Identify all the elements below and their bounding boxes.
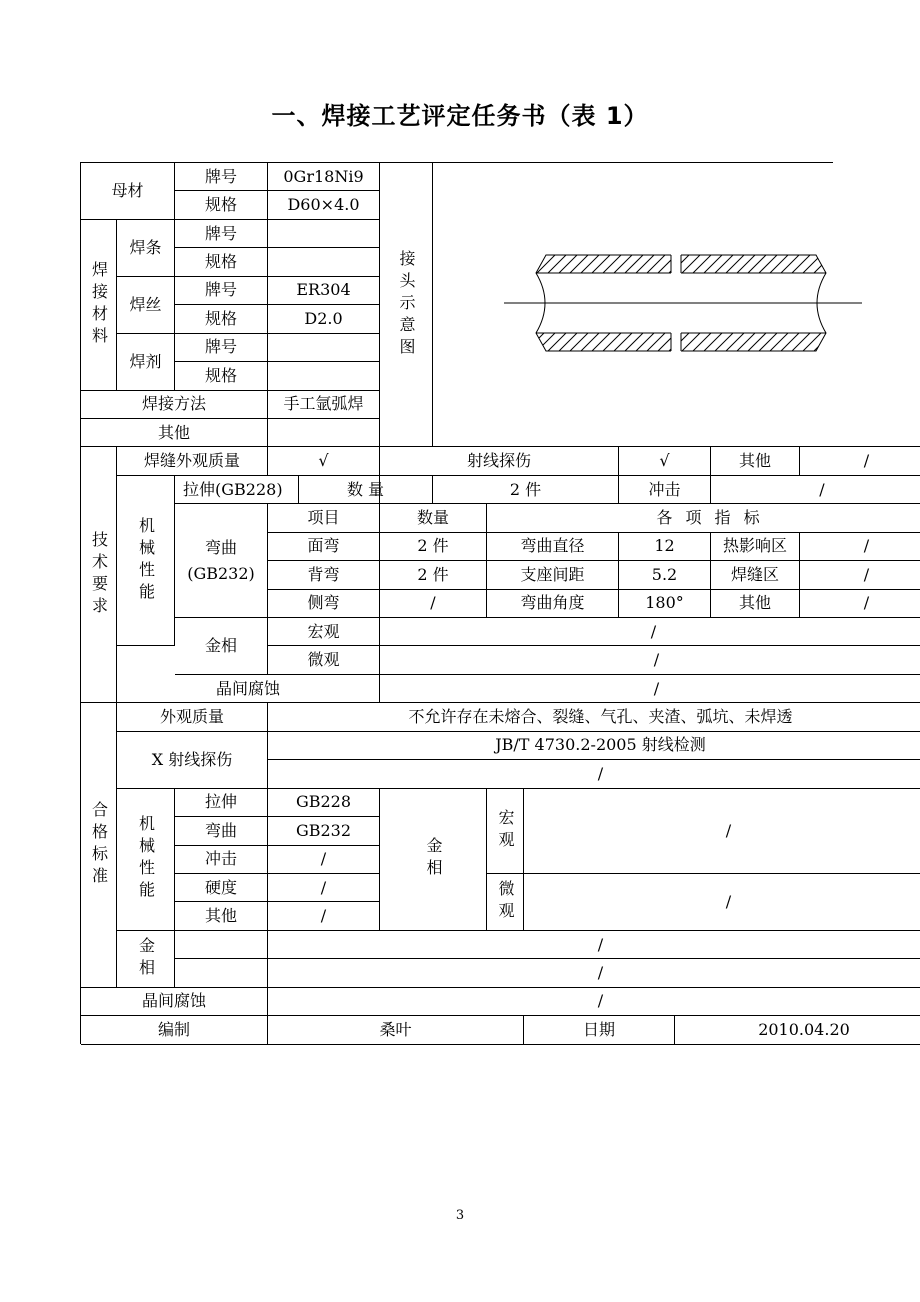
acc-visual-label: 外观质量 (117, 703, 268, 731)
welding-method-value: 手工氩弧焊 (268, 391, 380, 419)
bend-header-index: 各 项 指 标 (487, 504, 920, 532)
acc-xray-standard: JB/T 4730.2-2005 射线检测 (268, 732, 920, 760)
hatch-line (825, 255, 843, 273)
acc-tensile-value: GB228 (268, 789, 380, 817)
hatch-line (693, 255, 711, 273)
acc-xray-value: / (268, 760, 920, 788)
base-metal-grade: 0Gr18Ni9 (268, 163, 380, 191)
acc-igc-value: / (268, 988, 920, 1016)
tech-impact-label: 冲击 (619, 476, 711, 504)
bend-row-param2: 其他 (711, 590, 800, 618)
bend-row-item: 背弯 (268, 561, 380, 589)
electrode-grade-label: 牌号 (175, 220, 268, 248)
acc-bend-value: GB232 (268, 817, 380, 845)
acc-macro-value: / (524, 789, 920, 874)
flux-grade-label: 牌号 (175, 334, 268, 362)
bend-row-param2: 焊缝区 (711, 561, 800, 589)
hatch-line (847, 333, 865, 351)
bend-row-item: 面弯 (268, 533, 380, 561)
wire-grade-label: 牌号 (175, 277, 268, 305)
hatch-line (759, 255, 777, 273)
hatch-line (770, 333, 788, 351)
flux-spec-label: 规格 (175, 362, 268, 390)
acc-xray-label: X 射线探伤 (117, 732, 268, 789)
hatch-line (581, 255, 599, 273)
tech-igc-value: / (380, 675, 920, 703)
wire-label: 焊丝 (117, 277, 175, 334)
hatch-line (647, 333, 665, 351)
hatch-line (726, 333, 744, 351)
tech-bend-label: 弯曲(GB232) (175, 504, 268, 618)
bend-row-param1: 弯曲角度 (487, 590, 619, 618)
acc-hardness-label: 硬度 (175, 874, 268, 902)
bend-row-value2: / (800, 590, 920, 618)
hatch-line (715, 255, 733, 273)
wall-hatching (504, 333, 720, 351)
acc-visual-value: 不允许存在未熔合、裂缝、气孔、夹渣、弧坑、未焊透 (268, 703, 920, 731)
welding-procedure-table (80, 162, 870, 1044)
bend-row-value1: 5.2 (619, 561, 711, 589)
hatch-line (515, 255, 533, 273)
joint-diagram (433, 163, 920, 447)
electrode-label: 焊条 (117, 220, 175, 277)
electrode-spec-label: 规格 (175, 248, 268, 276)
hatch-line (636, 255, 654, 273)
base-metal-label: 母材 (81, 163, 175, 220)
wall-hatching (649, 333, 876, 351)
hatch-line (625, 333, 643, 351)
tech-radiography-label: 射线探伤 (380, 447, 619, 475)
hatch-line (603, 255, 621, 273)
base-metal-spec: D60×4.0 (268, 191, 380, 219)
hatch-line (658, 255, 676, 273)
hatch-line (836, 255, 854, 273)
hatch-line (504, 333, 522, 351)
wire-spec: D2.0 (268, 305, 380, 333)
flux-label: 焊剂 (117, 334, 175, 391)
joint-diagram-label: 接头示意图 (380, 163, 433, 447)
hatch-line (715, 333, 733, 351)
hatch-line (748, 255, 766, 273)
hatch-line (781, 333, 799, 351)
tech-other-label: 其他 (711, 447, 800, 475)
hatch-line (570, 333, 588, 351)
hatch-line (515, 333, 533, 351)
hatch-line (814, 255, 832, 273)
electrode-grade (268, 220, 380, 248)
tech-igc-label: 晶间腐蚀 (117, 675, 380, 703)
acc-metallo-label: 金相 (380, 789, 487, 931)
hatch-line (548, 255, 566, 273)
bend-row-value1: 180° (619, 590, 711, 618)
acc-hardness-value: / (268, 874, 380, 902)
hatch-line (836, 333, 854, 351)
hatch-line (581, 333, 599, 351)
hatch-line (671, 333, 689, 351)
tech-requirements-label: 技术要求 (81, 447, 117, 703)
tech-micro-label: 微观 (268, 646, 380, 674)
bend-row-item: 侧弯 (268, 590, 380, 618)
hatch-line (737, 255, 755, 273)
hatch-line (636, 333, 654, 351)
acc-metallo2-label: 金相 (117, 931, 175, 988)
hatch-line (548, 333, 566, 351)
hatch-line (770, 255, 788, 273)
welding-materials-label: 焊接材料 (81, 220, 117, 391)
tech-metallo-label: 金相 (175, 618, 268, 675)
bend-row-value2: / (800, 533, 920, 561)
acc-other-label: 其他 (175, 902, 268, 930)
tech-tensile-label: 拉伸(GB228) (175, 476, 380, 504)
tech-micro-value: / (380, 646, 920, 674)
other-label: 其他 (81, 419, 268, 447)
acc-mech-label: 机械性能 (117, 789, 175, 931)
tech-macro-label: 宏观 (268, 618, 380, 646)
page-title: 一、焊接工艺评定任务书（表 1） (271, 102, 649, 130)
hatch-line (570, 255, 588, 273)
other-value (268, 419, 380, 447)
wall-hatching (649, 255, 876, 273)
date-value: 2010.04.20 (675, 1016, 920, 1044)
bend-row-value2: / (800, 561, 920, 589)
acc-impact-value: / (268, 846, 380, 874)
hatch-line (704, 333, 722, 351)
hatch-line (858, 255, 876, 273)
hatch-line (759, 333, 777, 351)
pipe-joint-diagram (484, 163, 882, 447)
flux-grade (268, 334, 380, 362)
hatch-line (647, 255, 665, 273)
hatch-line (748, 333, 766, 351)
hatch-line (537, 333, 555, 351)
hatch-line (625, 255, 643, 273)
acc-other-value: / (268, 902, 380, 930)
tech-tensile-qty: 2 件 (433, 476, 619, 504)
wire-grade: ER304 (268, 277, 380, 305)
hatch-line (825, 333, 843, 351)
hatch-line (671, 255, 689, 273)
wall-hatching (504, 255, 720, 273)
acc-metallo2-row2: / (268, 959, 920, 987)
acc-micro-value: / (524, 874, 920, 931)
hatch-line (559, 255, 577, 273)
hatch-line (858, 333, 876, 351)
hatch-line (537, 255, 555, 273)
hatch-line (682, 255, 700, 273)
hatch-line (737, 333, 755, 351)
hatch-line (803, 333, 821, 351)
tech-macro-value: / (374, 618, 920, 646)
tech-qty-label: 数 量 (298, 476, 433, 504)
acc-tensile-label: 拉伸 (175, 789, 268, 817)
hatch-line (658, 333, 676, 351)
tech-mech-label: 机械性能 (117, 476, 175, 647)
prepared-value: 桑叶 (268, 1016, 524, 1044)
bend-row-param1: 弯曲直径 (487, 533, 619, 561)
prepared-label: 编制 (81, 1016, 268, 1044)
acc-impact-label: 冲击 (175, 846, 268, 874)
hatch-line (592, 333, 610, 351)
acc-bend-label: 弯曲 (175, 817, 268, 845)
bend-row-qty: 2 件 (380, 561, 487, 589)
bend-row-value1: 12 (619, 533, 711, 561)
wire-spec-label: 规格 (175, 305, 268, 333)
hatch-line (792, 255, 810, 273)
hatch-line (603, 333, 621, 351)
bend-row-param1: 支座间距 (487, 561, 619, 589)
hatch-line (814, 333, 832, 351)
acc-igc-label: 晶间腐蚀 (81, 988, 268, 1016)
bend-header-qty: 数量 (380, 504, 487, 532)
bend-row-qty: 2 件 (380, 533, 487, 561)
date-label: 日期 (524, 1016, 675, 1044)
tech-other-value: / (800, 447, 920, 475)
hatch-line (614, 333, 632, 351)
page-number: 3 (455, 1208, 465, 1223)
acceptance-label: 合格标准 (81, 703, 117, 987)
hatch-line (682, 333, 700, 351)
welding-method-label: 焊接方法 (81, 391, 268, 419)
bend-row-param2: 热影响区 (711, 533, 800, 561)
hatch-line (592, 255, 610, 273)
hatch-line (614, 255, 632, 273)
hatch-line (704, 255, 722, 273)
hatch-line (781, 255, 799, 273)
acc-micro-label: 微观 (487, 874, 524, 931)
bend-header-item: 项目 (268, 504, 380, 532)
tech-impact-value: / (711, 476, 920, 504)
electrode-spec (268, 248, 380, 276)
hatch-line (726, 255, 744, 273)
base-metal-spec-label: 规格 (175, 191, 268, 219)
hatch-line (504, 255, 522, 273)
tech-radiography-value: √ (619, 447, 711, 475)
tech-visual-label: 焊缝外观质量 (117, 447, 268, 475)
hatch-line (693, 333, 711, 351)
hatch-line (559, 333, 577, 351)
hatch-line (803, 255, 821, 273)
tech-visual-value: √ (268, 447, 380, 475)
acc-macro-label: 宏观 (487, 789, 524, 874)
acc-metallo2-row1: / (268, 931, 920, 959)
hatch-line (792, 333, 810, 351)
base-metal-grade-label: 牌号 (175, 163, 268, 191)
flux-spec (268, 362, 380, 390)
hatch-line (847, 255, 865, 273)
bend-row-qty: / (380, 590, 487, 618)
